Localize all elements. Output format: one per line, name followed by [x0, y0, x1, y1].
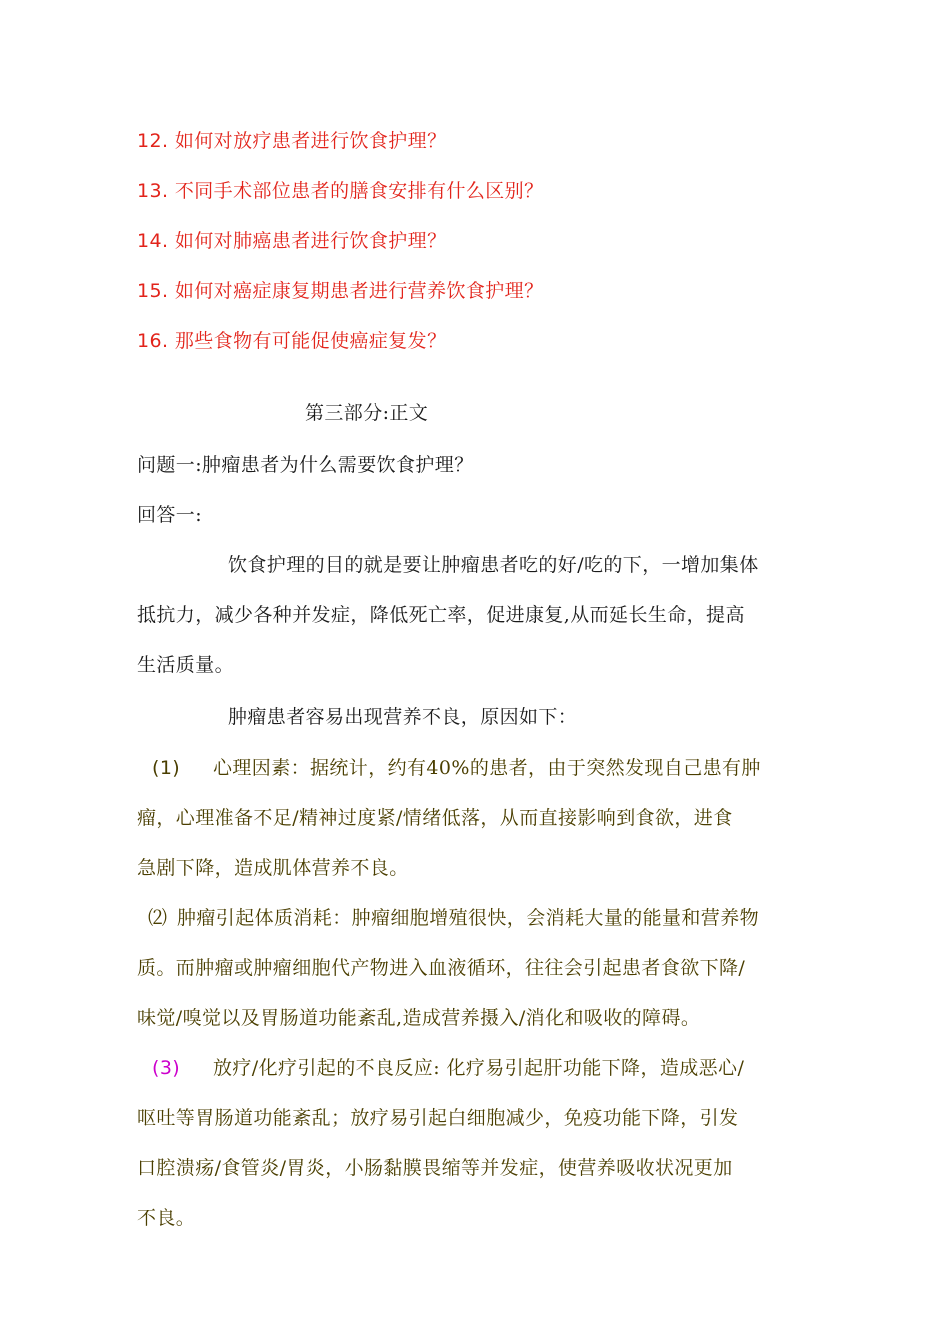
- item-3-line-3: 口腔溃疡/食管炎/胃炎，小肠黏膜畏缩等并发症，使营养吸收状况更加: [137, 1157, 733, 1179]
- item-3-line-1: 放疗/化疗引起的不良反应: 化疗易引起肝功能下降，造成恶心/: [213, 1057, 745, 1079]
- question-number: 14.: [137, 230, 169, 252]
- item-3-line-2: 呕吐等胃肠道功能紊乱；放疗易引起白细胞减少，免疫功能下降，引发: [137, 1107, 739, 1129]
- question-number: 15.: [137, 280, 169, 302]
- question-number: 16.: [137, 330, 169, 352]
- paragraph-2: 肿瘤患者容易出现营养不良，原因如下：: [228, 706, 578, 728]
- item-3-line-4: 不良。: [137, 1207, 196, 1229]
- question-number: 13.: [137, 180, 169, 202]
- item-2-line-1: 肿瘤引起体质消耗：肿瘤细胞增殖很快，会消耗大量的能量和营养物: [177, 907, 760, 929]
- item-2-line-2: 质。而肿瘤或肿瘤细胞代产物进入血液循环，往往会引起患者食欲下降/: [137, 957, 746, 979]
- question-text: 不同手术部位患者的膳食安排有什么区别？: [174, 180, 544, 202]
- item-1-line-1: 心理因素：据统计，约有40%的患者，由于突然发现自己患有肿: [213, 757, 761, 779]
- question-13: [137, 178, 543, 204]
- item-1-line-3: 急剧下降，造成肌体营养不良。: [137, 857, 409, 879]
- item-1-line-2: 瘤，心理准备不足/精神过度紧/情绪低落，从而直接影响到食欲，进食: [137, 807, 733, 829]
- question-14: [137, 228, 446, 254]
- question-text: 如何对癌症康复期患者进行营养饮食护理？: [174, 280, 544, 302]
- section-title: 第三部分:正文: [305, 402, 429, 424]
- question-text: 那些食物有可能促使癌症复发？: [174, 330, 447, 352]
- question-number: 12.: [137, 130, 169, 152]
- question-text: 如何对放疗患者进行饮食护理？: [174, 130, 447, 152]
- question-15: [137, 278, 543, 304]
- item-1-number: (1): [152, 757, 181, 779]
- paragraph-1-line-1: 饮食护理的目的就是要让肿瘤患者吃的好/吃的下，一增加集体: [228, 554, 759, 576]
- question-12: [137, 128, 446, 154]
- item-3-number: (3): [152, 1057, 181, 1079]
- answer-one-label: 回答一:: [137, 504, 203, 526]
- item-2-line-3: 味觉/嗅觉以及胃肠道功能紊乱,造成营养摄入/消化和吸收的障碍。: [137, 1007, 701, 1029]
- paragraph-1-line-3: 生活质量。: [137, 654, 235, 676]
- question-text: 如何对肺癌患者进行饮食护理？: [174, 230, 447, 252]
- question-16: [137, 328, 446, 354]
- question-one-heading: 问题一:肿瘤患者为什么需要饮食护理？: [137, 454, 474, 476]
- paragraph-1-line-2: 抵抗力，减少各种并发症，降低死亡率，促进康复,从而延长生命，提高: [137, 604, 745, 626]
- item-2-number: ⑵: [148, 907, 168, 929]
